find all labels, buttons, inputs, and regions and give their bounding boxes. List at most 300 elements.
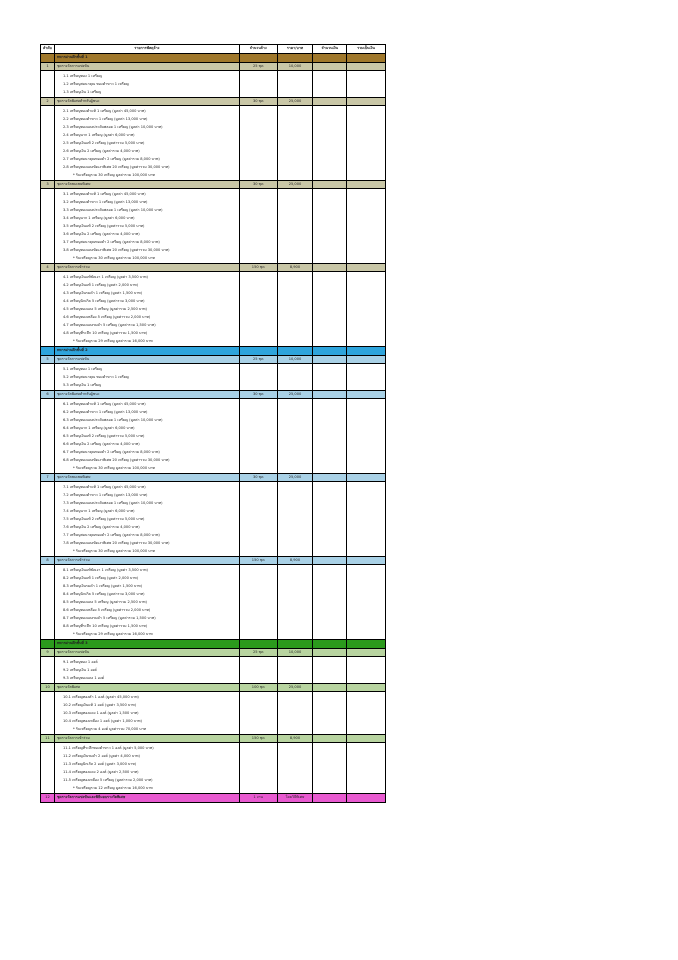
item-line [57,484,170,492]
item-line [57,124,170,132]
group-items [40,106,386,181]
group-amount [313,474,347,481]
items-price [278,364,314,390]
group-items [40,565,386,640]
item-line [57,89,129,97]
item-line [57,374,129,382]
group-price: 25,000 [278,181,314,188]
section-total [347,347,385,355]
section-quantity [240,54,278,62]
item-line [57,239,170,247]
group-no: 1 [41,63,55,70]
group-items [40,743,386,794]
group-items [40,399,386,474]
group-title: ชุดรางวัลการแข่งขัน [55,356,240,363]
item-text: 2.6 เหรียญเงิน 2 เหรียญ (มูลค่ารวม 4,000 บาท) [62,149,140,154]
item-line [57,753,154,761]
group-quantity: 25 ชุด [240,356,278,363]
group-total [347,98,385,105]
items-amount [313,482,347,556]
item-line [57,247,170,255]
group-row [40,356,386,364]
item-line [57,425,170,433]
item-text: 11.2 เหรียญเงินรมดำ 2 องค์ (มูลค่า 4,000 บาท) [62,754,140,759]
item-text: 3.7 เหรียญสมนาคุณทองคำ 2 เหรียญ (มูลค่ารวม 8,000 บาท) [62,240,160,245]
group-no: 10 [41,684,55,691]
item-text: 3.3 เหรียญทองแดงประดับพลอย 1 เหรียญ (มูลค่า 10,000 บาท) [62,208,163,213]
group-total [347,474,385,481]
group-title: ชุดรางวัลการแข่งขัน [55,649,240,656]
item-text: 10.3 เหรียญทองแดง 1 องค์ (มูลค่า 1,500 บาท) [62,711,139,716]
section-row [40,347,386,356]
item-line [57,710,146,718]
items-description [55,565,240,639]
item-text: 5.2 เหรียญสมนาคุณ ทองคำขาว 1 เหรียญ [62,375,129,380]
item-line [57,314,156,322]
group-row [40,684,386,692]
items-quantity [240,399,278,473]
items-no [41,364,55,390]
group-quantity: 30 ชุด [240,98,278,105]
group-price: 8,900 [278,735,314,742]
section-no [41,640,55,648]
item-note: * รับเหรียญรวม 4 องค์ มูลค่ารวม 70,000 บาท [72,727,146,732]
item-line [57,306,156,314]
item-line [57,718,146,726]
item-text: 9.1 เหรียญทอง 1 องค์ [62,660,98,665]
item-line [57,417,170,425]
group-no: 6 [41,391,55,398]
group-total [347,557,385,564]
item-line [57,81,129,89]
item-line [57,575,156,583]
item-text: 4.1 เหรียญเงินแท้ขัดเงา 1 เหรียญ (มูลค่า 3,500 บาท) [62,275,148,280]
item-line [57,457,170,465]
group-price: 8,900 [278,264,314,271]
item-text: 11.4 เหรียญทองแดง 2 องค์ (มูลค่า 2,500 บาท) [62,770,139,775]
item-line [57,702,146,710]
item-line [57,191,170,199]
group-row [40,264,386,272]
group-items [40,71,386,98]
group-no: 9 [41,649,55,656]
item-text: 4.7 เหรียญทองแดงรมดำ 5 เหรียญ (มูลค่ารวม 1,500 บาท) [62,323,156,328]
section-row [40,54,386,63]
items-quantity [240,657,278,683]
group-title: ชุดรางวัลการเข้าร่วม [55,735,240,742]
group-amount [313,557,347,564]
items-total [347,364,385,390]
group-title: ชุดรางวัลการเข้าร่วม [55,264,240,271]
item-text: 8.2 เหรียญเงินแท้ 1 เหรียญ (มูลค่า 2,000 บาท) [62,576,139,581]
group-row [40,98,386,106]
item-text: 10.4 เหรียญทองเหลือง 1 องค์ (มูลค่า 1,000 บาท) [62,719,142,724]
item-line [57,148,170,156]
items-total [347,743,385,793]
group-title: ชุดรางวัลชมเชยพิเศษ [55,474,240,481]
item-line [57,532,170,540]
items-total [347,272,385,346]
items-no [41,272,55,346]
items-quantity [240,272,278,346]
item-line [57,231,170,239]
item-line [57,409,170,417]
items-total [347,482,385,556]
group-row [40,181,386,189]
group-amount [313,684,347,691]
item-line [57,591,156,599]
item-line [57,441,170,449]
group-row [40,391,386,399]
group-title: ชุดรางวัลชมเชยพิเศษ [55,181,240,188]
section-amount [313,347,347,355]
total-price: โดยวิธีพิเศษ [278,794,314,802]
section-price [278,54,314,62]
item-text: 1.3 เหรียญเงิน 1 เหรียญ [62,90,102,95]
item-text: 6.5 เหรียญเงินแท้ 2 เหรียญ (มูลค่ารวม 5,000 บาท) [62,434,145,439]
items-amount [313,71,347,97]
items-no [41,692,55,734]
items-quantity [240,482,278,556]
item-text: 8.1 เหรียญเงินแท้ขัดเงา 1 เหรียญ (มูลค่า 3,500 บาท) [62,568,148,573]
header-total: รวมเป็นเงิน [357,46,375,51]
section-title: ทหารผ่านศึกชั้นที่ 1 [55,54,240,62]
item-line [57,761,154,769]
item-text: 2.8 เหรียญทองแดงขัดเงาพิเศษ 20 เหรียญ (มูลค่ารวม 30,000 บาท) [62,165,170,170]
items-description [55,743,240,793]
item-text: 11.5 เหรียญทองเหลือง 5 เหรียญ (มูลค่ารวม 2,000 บาท) [62,778,153,783]
items-price [278,565,314,639]
item-note: * รับเหรียญรวม 30 เหรียญ มูลค่ารวม 100,000 บาท [72,549,155,554]
group-items [40,482,386,557]
item-text: 10.2 เหรียญเงินแท้ 1 องค์ (มูลค่า 3,500 บาท) [62,703,136,708]
group-amount [313,63,347,70]
items-no [41,657,55,683]
item-line [57,540,170,548]
items-amount [313,399,347,473]
items-description [55,399,240,473]
item-line [57,433,170,441]
items-no [41,189,55,263]
item-line [57,199,170,207]
item-text: 4.8 เหรียญที่ระลึก 10 เหรียญ (มูลค่ารวม 1,500 บาท) [62,331,148,336]
item-line [57,500,170,508]
item-line [57,132,170,140]
item-text: 1.2 เหรียญสมนาคุณ ทองคำขาว 1 เหรียญ [62,82,129,87]
group-quantity: 100 ชุด [240,684,278,691]
group-title: ชุดรางวัลการแข่งขัน [55,63,240,70]
group-items [40,272,386,347]
item-text: 7.5 เหรียญเงินแท้ 2 เหรียญ (มูลค่ารวม 5,000 บาท) [62,517,145,522]
item-line [57,274,156,282]
item-line [57,156,170,164]
items-amount [313,743,347,793]
group-quantity: 25 ชุด [240,649,278,656]
item-line [57,567,156,575]
group-title: ชุดรางวัลพิเศษ [55,684,240,691]
item-line [57,140,170,148]
items-quantity [240,692,278,734]
group-total [347,181,385,188]
items-quantity [240,106,278,180]
item-line [57,449,170,457]
item-line [57,623,156,631]
item-note: * รับเหรียญรวม 30 เหรียญ มูลค่ารวม 100,000 บาท [72,173,155,178]
item-text: 2.7 เหรียญสมนาคุณทองคำ 2 เหรียญ (มูลค่ารวม 8,000 บาท) [62,157,160,162]
section-price [278,640,314,648]
section-title: ทหารผ่านศึกชั้นที่ 2 [55,347,240,355]
group-price: 8,900 [278,557,314,564]
header-description: รายการพัสดุจ้าง [55,45,240,53]
item-line [57,322,156,330]
group-total [347,356,385,363]
section-amount [313,54,347,62]
items-no [41,482,55,556]
item-text: 3.1 เหรียญทองคำแท้ 1 เหรียญ (มูลค่า 45,000 บาท) [62,192,146,197]
items-price [278,399,314,473]
group-no: 4 [41,264,55,271]
item-text: 3.6 เหรียญเงิน 2 เหรียญ (มูลค่ารวม 4,000 บาท) [62,232,140,237]
items-quantity [240,189,278,263]
item-line [57,675,104,683]
items-quantity [240,565,278,639]
group-row [40,557,386,565]
group-quantity: 30 ชุด [240,181,278,188]
item-text: 9.2 เหรียญเงิน 1 องค์ [62,668,97,673]
item-line [57,330,156,338]
group-no: 8 [41,557,55,564]
item-text: 4.2 เหรียญเงินแท้ 1 เหรียญ (มูลค่า 2,000 บาท) [62,283,139,288]
item-text: 8.6 เหรียญทองเหลือง 5 เหรียญ (มูลค่ารวม 2,000 บาท) [62,608,151,613]
items-total [347,106,385,180]
items-amount [313,364,347,390]
item-line [57,282,156,290]
item-line [57,769,154,777]
item-line [57,659,104,667]
section-total [347,54,385,62]
items-price [278,692,314,734]
items-description [55,189,240,263]
item-note: * รับเหรียญรวม 30 เหรียญ มูลค่ารวม 100,000 บาท [72,466,155,471]
group-total [347,63,385,70]
item-line [57,694,146,702]
items-description [55,71,240,97]
items-total [347,692,385,734]
group-no: 3 [41,181,55,188]
item-text: 6.4 เหรียญนาก 1 เหรียญ (มูลค่า 6,000 บาท) [62,426,135,431]
items-price [278,71,314,97]
item-text: 6.7 เหรียญสมนาคุณทองคำ 2 เหรียญ (มูลค่ารวม 8,000 บาท) [62,450,160,455]
item-line [57,607,156,615]
group-price: 25,000 [278,474,314,481]
group-title: ชุดรางวัลการเข้าร่วม [55,557,240,564]
section-title: ทหารผ่านศึกชั้นที่ 3 [55,640,240,648]
item-line [57,615,156,623]
total-amount [313,794,347,802]
group-price: 10,000 [278,649,314,656]
items-amount [313,657,347,683]
item-text: 1.1 เหรียญทอง 1 เหรียญ [62,74,103,79]
item-text: 11.1 เหรียญที่ระลึกทองคำขาว 1 องค์ (มูลค่า 5,000 บาท) [62,746,154,751]
item-text: 9.3 เหรียญทองแดง 1 องค์ [62,676,105,681]
item-text: 6.3 เหรียญทองแดงประดับพลอย 1 เหรียญ (มูลค่า 10,000 บาท) [62,418,163,423]
item-line [57,667,104,675]
items-no [41,106,55,180]
item-text: 4.3 เหรียญเงินรมดำ 1 เหรียญ (มูลค่า 1,500 บาท) [62,291,143,296]
items-quantity [240,71,278,97]
group-amount [313,181,347,188]
group-total [347,684,385,691]
items-amount [313,189,347,263]
items-price [278,657,314,683]
group-amount [313,264,347,271]
item-line [57,164,170,172]
group-items [40,692,386,735]
group-no: 2 [41,98,55,105]
group-quantity: 150 ชุด [240,557,278,564]
item-text: 4.5 เหรียญทองแดง 5 เหรียญ (มูลค่ารวม 2,500 บาท) [62,307,147,312]
items-price [278,189,314,263]
item-line [57,108,170,116]
group-row [40,649,386,657]
header-no: ลำดับ [41,45,55,53]
item-text: 2.1 เหรียญทองคำแท้ 1 เหรียญ (มูลค่า 45,000 บาท) [62,109,146,114]
group-total [347,264,385,271]
total-title: ชุดรางวัลการแข่งขันและพิธีมอบรางวัลพิเศษ [55,794,240,802]
item-text: 3.8 เหรียญทองแดงขัดเงาพิเศษ 20 เหรียญ (มูลค่ารวม 30,000 บาท) [62,248,170,253]
group-items [40,189,386,264]
item-line [57,745,154,753]
item-text: 7.7 เหรียญสมนาคุณทองคำ 2 เหรียญ (มูลค่ารวม 8,000 บาท) [62,533,160,538]
item-text: 11.3 เหรียญนิกเกิล 2 องค์ (มูลค่า 3,000 บาท) [62,762,137,767]
item-text: 8.5 เหรียญทองแดง 5 เหรียญ (มูลค่ารวม 2,500 บาท) [62,600,147,605]
item-text: 3.4 เหรียญนาก 1 เหรียญ (มูลค่า 6,000 บาท) [62,216,135,221]
items-price [278,743,314,793]
group-quantity: 30 ชุด [240,474,278,481]
items-amount [313,106,347,180]
items-total [347,565,385,639]
group-quantity: 25 ชุด [240,63,278,70]
items-price [278,106,314,180]
items-no [41,399,55,473]
section-quantity [240,347,278,355]
group-row [40,474,386,482]
item-text: 10.1 เหรียญทองคำ 1 องค์ (มูลค่า 45,000 บาท) [62,695,139,700]
item-text: 2.5 เหรียญเงินแท้ 2 เหรียญ (มูลค่ารวม 5,000 บาท) [62,141,145,146]
item-text: 6.6 เหรียญเงิน 2 เหรียญ (มูลค่ารวม 4,000 บาท) [62,442,140,447]
item-text: 5.3 เหรียญเงิน 1 เหรียญ [62,383,102,388]
section-total [347,640,385,648]
items-description [55,272,240,346]
total-quantity: 1 งาน [240,794,278,802]
items-total [347,189,385,263]
item-line [57,508,170,516]
item-line [57,73,129,81]
item-text: 8.8 เหรียญที่ระลึก 10 เหรียญ (มูลค่ารวม 1,500 บาท) [62,624,148,629]
item-text: 3.2 เหรียญทองคำขาว 1 เหรียญ (มูลค่า 13,000 บาท) [62,200,148,205]
item-text: 7.1 เหรียญทองคำแท้ 1 เหรียญ (มูลค่า 45,000 บาท) [62,485,146,490]
items-quantity [240,743,278,793]
items-amount [313,692,347,734]
group-title: ชุดรางวัลพิเศษสำหรับผู้ชนะ [55,98,240,105]
item-text: 2.2 เหรียญทองคำขาว 1 เหรียญ (มูลค่า 13,000 บาท) [62,117,148,122]
group-no: 11 [41,735,55,742]
section-no [41,54,55,62]
group-amount [313,98,347,105]
item-line [57,599,156,607]
header-quantity: จำนวนจ้าง [240,45,278,53]
item-text: 6.2 เหรียญทองคำขาว 1 เหรียญ (มูลค่า 13,000 บาท) [62,410,148,415]
item-text: 7.2 เหรียญทองคำขาว 1 เหรียญ (มูลค่า 13,000 บาท) [62,493,148,498]
group-no: 7 [41,474,55,481]
item-text: 7.8 เหรียญทองแดงขัดเงาพิเศษ 20 เหรียญ (มูลค่ารวม 30,000 บาท) [62,541,170,546]
group-price: 25,000 [278,391,314,398]
total-no: 12 [41,794,55,802]
header-price: ราคา/บาท [278,45,314,53]
item-line [57,366,129,374]
total-row [40,794,386,803]
group-total [347,391,385,398]
items-description [55,482,240,556]
item-line [57,215,170,223]
group-total [347,735,385,742]
header-amount: จำนวนเงิน [313,45,347,53]
section-amount [313,640,347,648]
group-price: 25,000 [278,684,314,691]
group-amount [313,649,347,656]
items-total [347,71,385,97]
group-amount [313,356,347,363]
item-line [57,298,156,306]
item-text: 4.4 เหรียญนิกเกิล 5 เหรียญ (มูลค่ารวม 3,000 บาท) [62,299,145,304]
item-text: 2.3 เหรียญทองแดงประดับพลอย 1 เหรียญ (มูลค่า 10,000 บาท) [62,125,163,130]
items-quantity [240,364,278,390]
table-header [40,44,386,54]
items-description [55,657,240,683]
group-price: 25,000 [278,98,314,105]
item-note: * รับเหรียญรวม 12 เหรียญ มูลค่ารวม 16,000 บาท [72,786,153,791]
group-quantity: 30 ชุด [240,391,278,398]
item-line [57,516,170,524]
item-line [57,290,156,298]
group-items [40,657,386,684]
item-line [57,223,170,231]
group-row [40,735,386,743]
item-text: 7.4 เหรียญนาก 1 เหรียญ (มูลค่า 6,000 บาท) [62,509,135,514]
group-total [347,649,385,656]
items-price [278,482,314,556]
item-note: * รับเหรียญรวม 29 เหรียญ มูลค่ารวม 16,000 บาท [72,339,153,344]
item-text: 8.7 เหรียญทองแดงรมดำ 5 เหรียญ (มูลค่ารวม 1,500 บาท) [62,616,156,621]
group-row [40,63,386,71]
item-text: 8.4 เหรียญนิกเกิล 5 เหรียญ (มูลค่ารวม 3,000 บาท) [62,592,145,597]
section-row [40,640,386,649]
item-text: 6.8 เหรียญทองแดงขัดเงาพิเศษ 20 เหรียญ (มูลค่ารวม 30,000 บาท) [62,458,170,463]
group-items [40,364,386,391]
section-no [41,347,55,355]
item-line [57,116,170,124]
price-table [40,44,386,803]
item-text: 7.3 เหรียญทองแดงประดับพลอย 1 เหรียญ (มูลค่า 10,000 บาท) [62,501,163,506]
items-no [41,743,55,793]
item-text: 4.6 เหรียญทองเหลือง 5 เหรียญ (มูลค่ารวม 2,000 บาท) [62,315,151,320]
group-no: 5 [41,356,55,363]
items-description [55,106,240,180]
item-line [57,777,154,785]
total-total [347,794,385,802]
items-price [278,272,314,346]
item-text: 7.6 เหรียญเงิน 2 เหรียญ (มูลค่ารวม 4,000 บาท) [62,525,140,530]
